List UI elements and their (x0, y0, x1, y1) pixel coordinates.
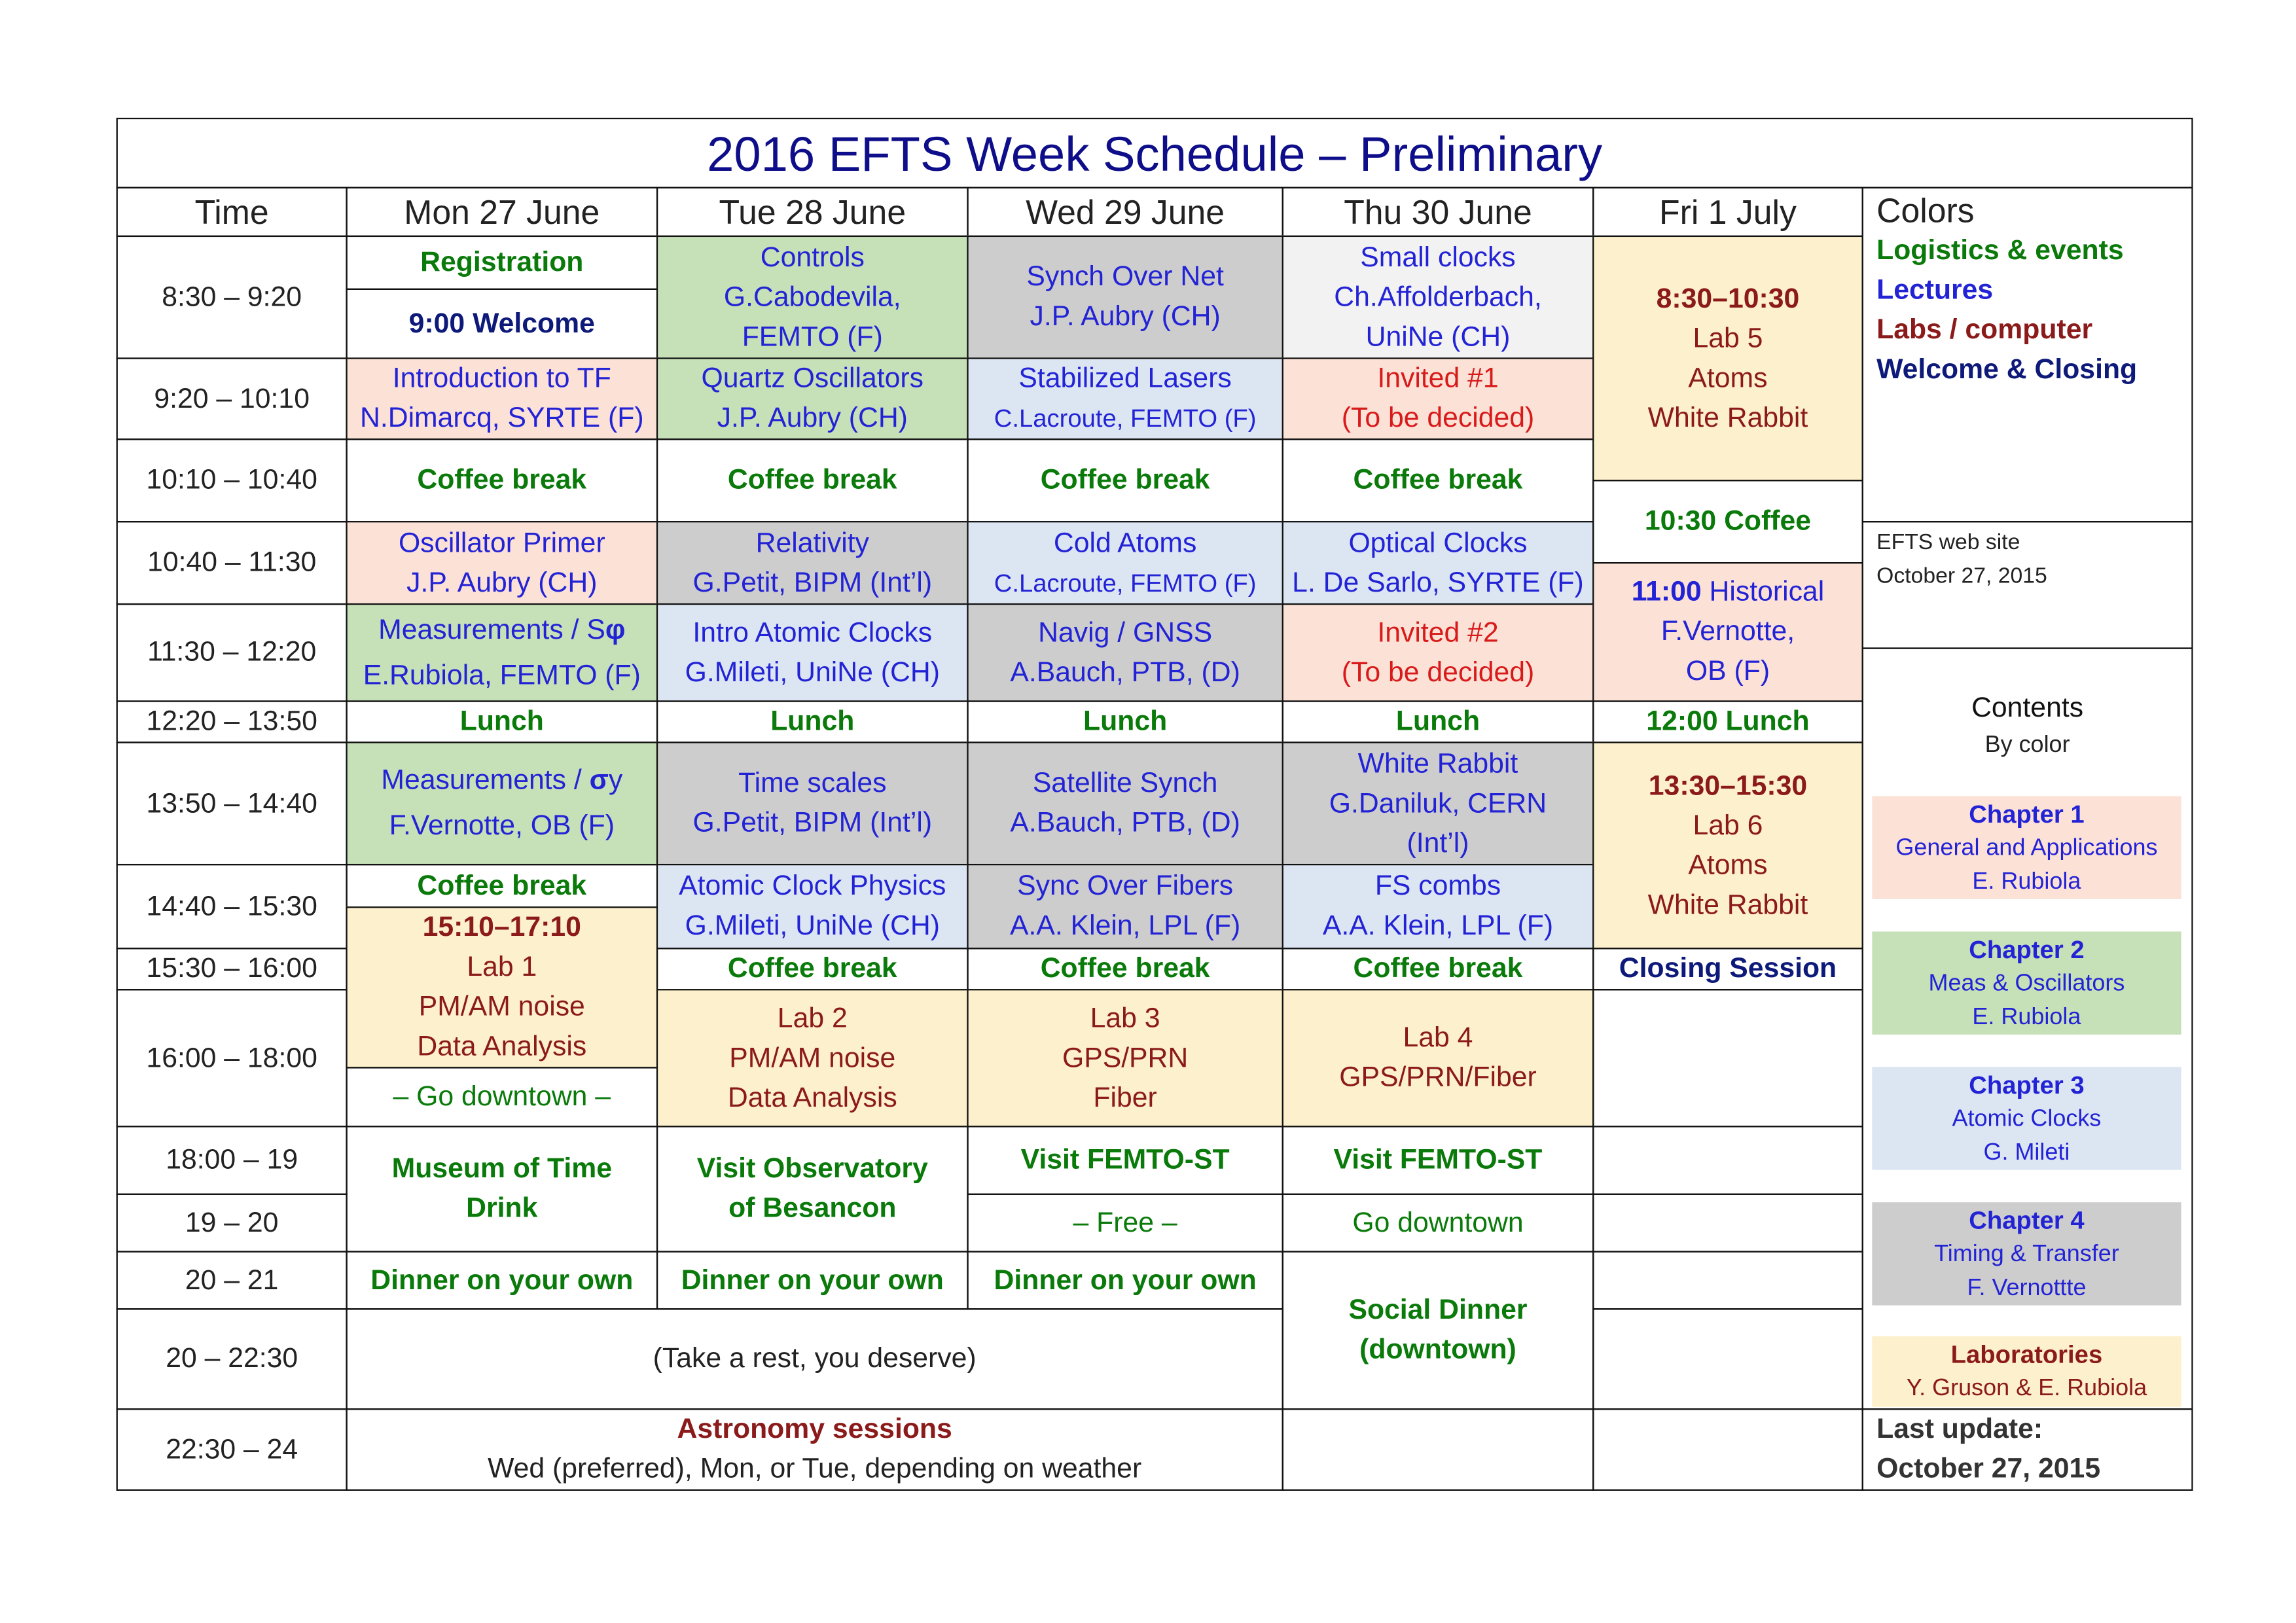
mon-museum-of-time: Museum of Time Drink (346, 1126, 658, 1252)
mon-go-downtown: – Go downtown – (346, 1067, 658, 1127)
mon-oscillator-primer: Oscillator Primer J.P. Aubry (CH) (346, 521, 658, 605)
fri-empty (1592, 1194, 1863, 1253)
astronomy-sessions: Astronomy sessions Wed (preferred), Mon, or Tue, depending on weather (346, 1408, 1283, 1491)
wed-lab-3: Lab 3 GPS/PRN Fiber (967, 989, 1283, 1127)
thu-invited-2: Invited #2 (To be decided) (1282, 603, 1594, 702)
fri-empty (1592, 989, 1863, 1127)
wed-stabilized-lasers: Stabilized Lasers C.Lacroute, FEMTO (F) (967, 357, 1283, 440)
thu-fs-combs: FS combs A.A. Klein, LPL (F) (1282, 864, 1594, 949)
thu-coffee-break-2: Coffee break (1282, 948, 1594, 990)
time-slot: 14:40 – 15:30 (117, 864, 348, 949)
tue-dinner: Dinner on your own (656, 1251, 969, 1310)
tue-atomic-clock-physics: Atomic Clock Physics G.Mileti, UniNe (CH) (656, 864, 969, 949)
time-slot: 8:30 – 9:20 (117, 236, 348, 359)
tue-quartz-oscillators: Quartz Oscillators J.P. Aubry (CH) (656, 357, 969, 440)
chapter-3-box: Chapter 3 Atomic Clocks G. Mileti (1872, 1067, 2181, 1169)
header-time: Time (117, 187, 348, 237)
wed-sync-over-fibers: Sync Over Fibers A.A. Klein, LPL (F) (967, 864, 1283, 949)
mon-coffee-break: Coffee break (346, 438, 658, 522)
mon-lunch: Lunch (346, 700, 658, 743)
tue-lunch: Lunch (656, 700, 969, 743)
last-update: Last update: October 27, 2015 (1862, 1408, 2193, 1491)
header-wed: Wed 29 June (967, 187, 1283, 237)
laboratories-box: Laboratories Y. Gruson & E. Rubiola (1872, 1336, 2181, 1407)
thu-visit-femto: Visit FEMTO-ST (1282, 1126, 1594, 1195)
mon-measurements-sigma: Measurements / σy F.Vernotte, OB (F) (346, 741, 658, 865)
thu-invited-1: Invited #1 (To be decided) (1282, 357, 1594, 440)
header-tue: Tue 28 June (656, 187, 969, 237)
time-slot: 20 – 22:30 (117, 1308, 348, 1410)
web-site-note: EFTS web site October 27, 2015 (1862, 521, 2193, 649)
tue-time-scales: Time scales G.Petit, BIPM (Int’l) (656, 741, 969, 865)
mon-welcome: 9:00 Welcome (346, 289, 658, 359)
fri-lab-6: 13:30–15:30 Lab 6 Atoms White Rabbit (1592, 741, 1863, 949)
wed-cold-atoms: Cold Atoms C.Lacroute, FEMTO (F) (967, 521, 1283, 605)
wed-visit-femto: Visit FEMTO-ST (967, 1126, 1283, 1195)
mon-measurements-s: Measurements / Sφ E.Rubiola, FEMTO (F) (346, 603, 658, 702)
contents-panel: Contents By color (1862, 647, 2193, 1410)
mon-dinner: Dinner on your own (346, 1251, 658, 1310)
thu-optical-clocks: Optical Clocks L. De Sarlo, SYRTE (F) (1282, 521, 1594, 605)
thu-social-dinner: Social Dinner (downtown) (1282, 1251, 1594, 1410)
page-title: 2016 EFTS Week Schedule – Preliminary (117, 118, 2193, 188)
tue-lab-2: Lab 2 PM/AM noise Data Analysis (656, 989, 969, 1127)
colors-legend: Colors Logistics & events Lectures Labs / computer Welcome & Closing (1862, 187, 2193, 523)
tue-coffee-break-2: Coffee break (656, 948, 969, 990)
fri-empty (1592, 1308, 1863, 1410)
time-slot: 13:50 – 14:40 (117, 741, 348, 865)
wed-synch-over-net: Synch Over Net J.P. Aubry (CH) (967, 236, 1283, 359)
thu-lunch: Lunch (1282, 700, 1594, 743)
fri-empty (1592, 1408, 1863, 1491)
wed-dinner: Dinner on your own (967, 1251, 1283, 1310)
chapter-2-box: Chapter 2 Meas & Oscillators E. Rubiola (1872, 931, 2181, 1034)
time-slot: 10:40 – 11:30 (117, 521, 348, 605)
tue-intro-atomic-clocks: Intro Atomic Clocks G.Mileti, UniNe (CH) (656, 603, 969, 702)
tue-visit-observatory: Visit Observatory of Besancon (656, 1126, 969, 1252)
header-fri: Fri 1 July (1592, 187, 1863, 237)
time-slot: 10:10 – 10:40 (117, 438, 348, 522)
fri-lab-5: 8:30–10:30 Lab 5 Atoms White Rabbit (1592, 236, 1863, 482)
fri-lunch: 12:00 Lunch (1592, 700, 1863, 743)
time-slot: 16:00 – 18:00 (117, 989, 348, 1127)
tue-controls: Controls G.Cabodevila, FEMTO (F) (656, 236, 969, 359)
thu-white-rabbit: White Rabbit G.Daniluk, CERN (Int’l) (1282, 741, 1594, 865)
header-thu: Thu 30 June (1282, 187, 1594, 237)
time-slot: 12:20 – 13:50 (117, 700, 348, 743)
wed-lunch: Lunch (967, 700, 1283, 743)
wed-coffee-break-2: Coffee break (967, 948, 1283, 990)
thu-coffee-break: Coffee break (1282, 438, 1594, 522)
chapter-4-box: Chapter 4 Timing & Transfer F. Vernottte (1872, 1202, 2181, 1305)
time-slot: 20 – 21 (117, 1251, 348, 1310)
time-slot: 11:30 – 12:20 (117, 603, 348, 702)
mon-coffee-break-2: Coffee break (346, 864, 658, 908)
fri-empty (1592, 1126, 1863, 1195)
fri-coffee: 10:30 Coffee (1592, 480, 1863, 563)
mon-registration: Registration (346, 236, 658, 290)
mon-lab-1: 15:10–17:10 Lab 1 PM/AM noise Data Analysis (346, 906, 658, 1068)
wed-free: – Free – (967, 1194, 1283, 1253)
fri-closing-session: Closing Session (1592, 948, 1863, 990)
thu-lab-4: Lab 4 GPS/PRN/Fiber (1282, 989, 1594, 1127)
time-slot: 18:00 – 19 (117, 1126, 348, 1195)
fri-historical: 11:00 Historical F.Vernotte, OB (F) (1592, 562, 1863, 702)
time-slot: 9:20 – 10:10 (117, 357, 348, 440)
wed-coffee-break: Coffee break (967, 438, 1283, 522)
time-slot: 15:30 – 16:00 (117, 948, 348, 990)
rest-note: (Take a rest, you deserve) (346, 1308, 1283, 1410)
wed-navig-gnss: Navig / GNSS A.Bauch, PTB, (D) (967, 603, 1283, 702)
time-slot: 22:30 – 24 (117, 1408, 348, 1491)
chapter-1-box: Chapter 1 General and Applications E. Rubiola (1872, 796, 2181, 899)
header-mon: Mon 27 June (346, 187, 658, 237)
tue-relativity: Relativity G.Petit, BIPM (Int’l) (656, 521, 969, 605)
fri-empty (1592, 1251, 1863, 1310)
mon-intro-tf: Introduction to TF N.Dimarcq, SYRTE (F) (346, 357, 658, 440)
time-slot: 19 – 20 (117, 1194, 348, 1253)
thu-go-downtown: Go downtown (1282, 1194, 1594, 1253)
tue-coffee-break: Coffee break (656, 438, 969, 522)
thu-empty (1282, 1408, 1594, 1491)
wed-satellite-synch: Satellite Synch A.Bauch, PTB, (D) (967, 741, 1283, 865)
thu-small-clocks: Small clocks Ch.Affolderbach, UniNe (CH) (1282, 236, 1594, 359)
